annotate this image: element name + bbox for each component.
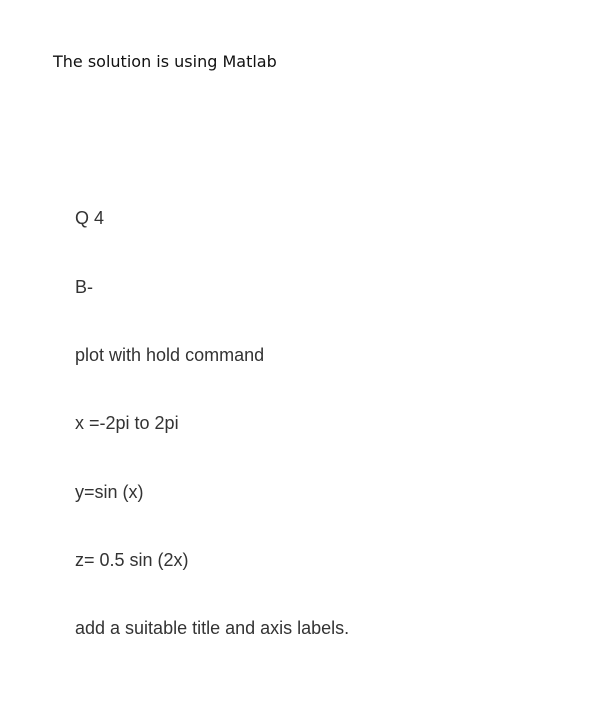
instruction-labels: add a suitable title and axis labels. <box>75 618 350 638</box>
question-part: B- <box>75 277 93 297</box>
instruction-plot: plot with hold command <box>75 345 265 365</box>
z-function-line: z= 0.5 sin (2x) <box>75 550 189 570</box>
y-function-line: y=sin (x) <box>75 482 144 502</box>
question-number: Q 4 <box>75 208 105 228</box>
intro-text: The solution is using Matlab <box>53 52 277 71</box>
x-range-line: x =-2pi to 2pi <box>75 413 179 433</box>
